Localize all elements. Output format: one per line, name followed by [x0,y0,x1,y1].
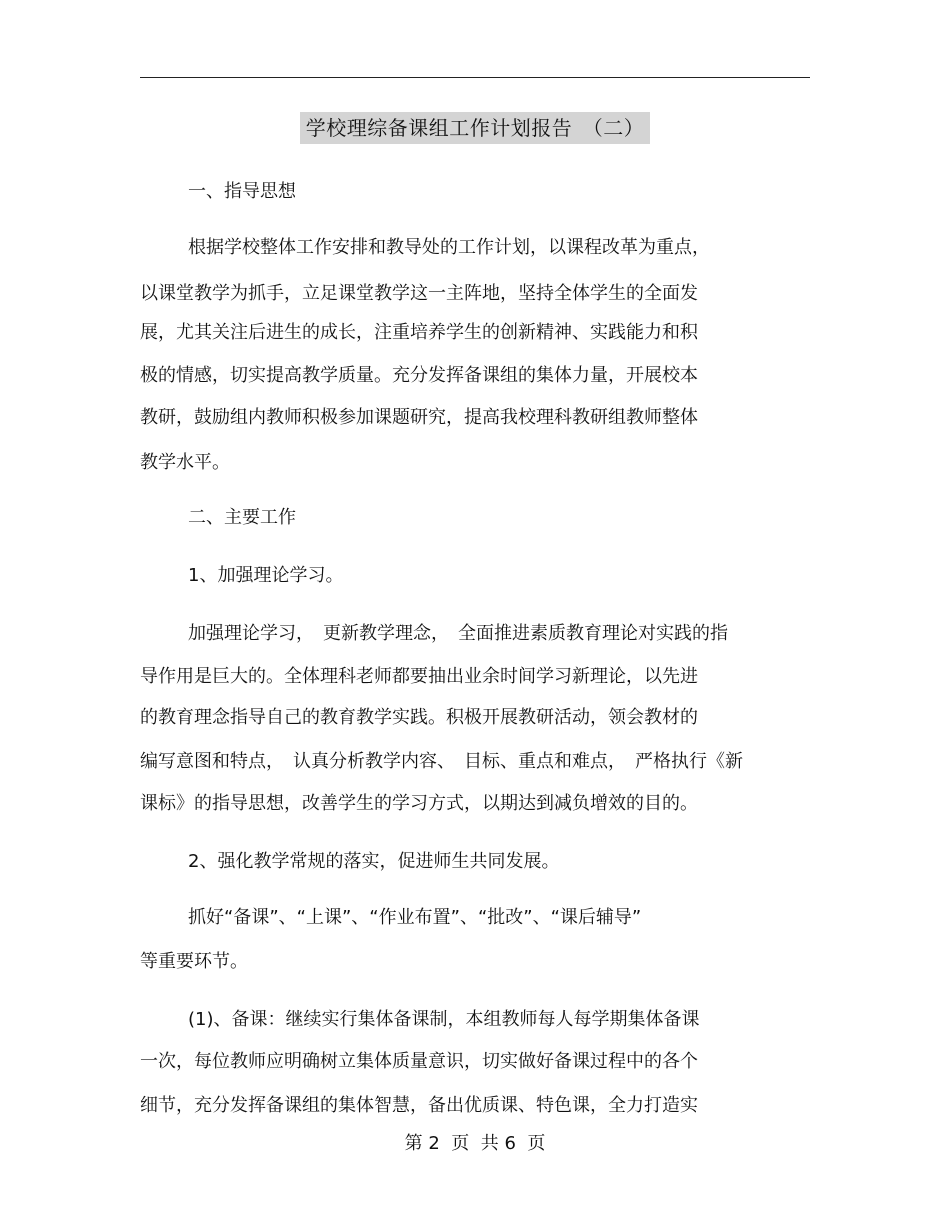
paragraph-line: 等重要环节。 [140,951,248,972]
paragraph-line: 细节，充分发挥备课组的集体智慧，备出优质课、特色课，全力打造实 [140,1095,698,1116]
header-rule [140,77,810,78]
paragraph-line: 根据学校整体工作安排和教导处的工作计划，以课程改革为重点， [188,237,710,258]
paragraph-line: 导作用是巨大的。全体理科老师都要抽出业余时间学习新理论，以先进 [140,666,698,687]
subheading-theory-study: 1、加强理论学习。 [188,565,344,586]
page-footer: 第 2 页 共 6 页 [404,1133,546,1154]
section-heading-main-work: 二、主要工作 [188,507,296,528]
subheading-teaching-routine: 2、强化教学常规的落实，促进师生共同发展。 [188,851,560,872]
paragraph-line: 极的情感，切实提高教学质量。充分发挥备课组的集体力量，开展校本 [140,365,698,386]
paragraph-line: (1)、备课：继续实行集体备课制，本组教师每人每学期集体备课 [188,1009,700,1030]
title-container [0,112,950,144]
paragraph-line: 教研，鼓励组内教师积极参加课题研究，提高我校理科教研组教师整体 [140,407,698,428]
paragraph-line: 加强理论学习， 更新教学理念， 全面推进素质教育理论对实践的指 [188,623,728,644]
paragraph-line: 展，尤其关注后进生的成长，注重培养学生的创新精神、实践能力和积 [140,322,698,343]
paragraph-line: 的教育理念指导自己的教育教学实践。积极开展教研活动，领会教材的 [140,707,698,728]
section-heading-guiding-thought: 一、指导思想 [188,181,296,202]
paragraph-line: 以课堂教学为抓手，立足课堂教学这一主阵地，坚持全体学生的全面发 [140,283,698,304]
paragraph-line: 一次，每位教师应明确树立集体质量意识，切实做好备课过程中的各个 [140,1051,698,1072]
paragraph-line: 编写意图和特点， 认真分析教学内容、 目标、重点和难点， 严格执行《新 [140,751,743,772]
paragraph-line: 抓好“备课”、“上课”、“作业布置”、“批改”、“课后辅导” [188,907,642,928]
paragraph-line: 教学水平。 [140,452,230,473]
paragraph-line: 课标》的指导思想，改善学生的学习方式，以期达到减负增效的目的。 [140,793,698,814]
document-title: 学校理综备课组工作计划报告 （二） [300,112,651,144]
